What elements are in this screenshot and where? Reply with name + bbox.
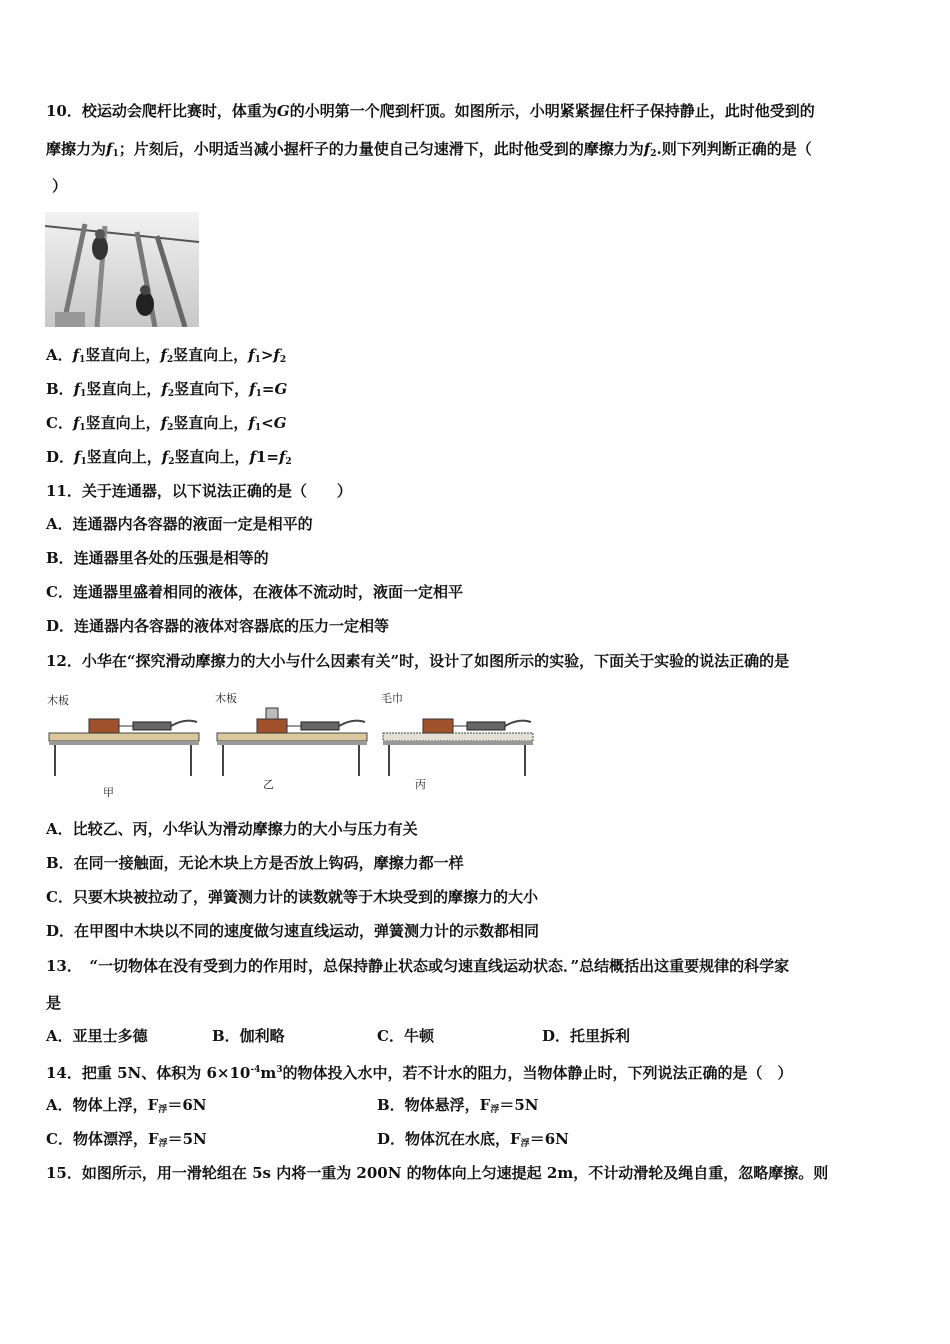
q12-stem: 12．小华在“探究滑动摩擦力的大小与什么因素有关”时，设计了如图所示的实验，下面关于实验的说法正确的是: [46, 652, 790, 670]
q10-stem-line2: 摩擦力为$f_1$；片刻后，小明适当减小握杆子的力量使自己匀速滑下，此时他受到的摩擦力为$f_2$.则下列判断正确的是（: [46, 140, 812, 159]
q13-option-a: A．亚里士多德: [46, 1027, 148, 1045]
q11-option-a: A．连通器内各容器的液面一定是相平的: [46, 515, 313, 533]
q10-option-d: D．$f_1$竖直向上，$f_2$竖直向上，$f1=f_2$: [46, 448, 292, 467]
q14-option-b: B．物体悬浮，$F_浮=5N$: [377, 1096, 539, 1115]
q13-stem-line2: 是: [46, 994, 62, 1012]
q12-option-d: D．在甲图中木块以不同的速度做匀速直线运动，弹簧测力计的示数都相同: [46, 922, 540, 940]
surface-label-wood-2: 木板: [215, 692, 237, 705]
q14-option-a: A．物体上浮，$F_浮=6N$: [46, 1096, 207, 1115]
q13-option-d: D．托里拆利: [542, 1027, 631, 1045]
q10-option-c: C．$f_1$竖直向上，$f_2$竖直向上，$f_1<G$: [46, 414, 287, 433]
setup-bing-diagram: [379, 698, 539, 778]
caption-yi: 乙: [263, 778, 274, 791]
q12-option-a: A．比较乙、丙，小华认为滑动摩擦力的大小与压力有关: [46, 820, 418, 838]
friction-experiment-figure: [45, 690, 535, 802]
pole-climbing-photo: [45, 212, 199, 327]
q10-option-b: B．$f_1$竖直向上，$f_2$竖直向下，$f_1=G$: [46, 380, 288, 399]
setup-yi-diagram: [213, 698, 373, 778]
q15-stem: 15．如图所示，用一滑轮组在 5s 内将一重为 200N 的物体向上匀速提起 2m，不计动滑轮及绳自重，忽略摩擦。则: [46, 1164, 829, 1182]
surface-label-wood-1: 木板: [47, 694, 69, 707]
surface-label-towel: 毛巾: [381, 692, 403, 705]
q14-stem: 14．把重 5N、体积为 $6\times 10^{-4}m^3$的物体投入水中，若不计水的阻力，当物体静止时，下列说法正确的是（ ）: [46, 1064, 793, 1082]
q10-stem-line3: ）: [52, 177, 68, 195]
q14-option-d: D．物体沉在水底，$F_浮=6N$: [377, 1130, 569, 1149]
caption-bing: 丙: [415, 778, 426, 791]
q14-option-c: C．物体漂浮，$F_浮=5N$: [46, 1130, 207, 1149]
setup-jia-diagram: [45, 698, 205, 778]
q11-stem: 11．关于连通器，以下说法正确的是（ ）: [46, 482, 352, 500]
q10-option-a: A．$f_1$竖直向上，$f_2$竖直向上，$f_1>f_2$: [46, 346, 287, 365]
q12-option-b: B．在同一接触面，无论木块上方是否放上钩码，摩擦力都一样: [46, 854, 464, 872]
q11-option-d: D．连通器内各容器的液体对容器底的压力一定相等: [46, 617, 390, 635]
q13-option-b: B．伽利略: [212, 1027, 285, 1045]
q13-option-c: C．牛顿: [377, 1027, 434, 1045]
q13-stem: 13． “一切物体在没有受到力的作用时，总保持静止状态或匀速直线运动状态．”总结概括出这重要规律的科学家: [46, 957, 790, 975]
q12-option-c: C．只要木块被拉动了，弹簧测力计的读数就等于木块受到的摩擦力的大小: [46, 888, 538, 906]
q10-stem-line1: 10．校运动会爬杆比赛时，体重为G的小明第一个爬到杆顶。如图所示，小明紧紧握住杆子保持静止，此时他受到的: [46, 102, 815, 120]
q11-option-c: C．连通器里盛着相同的液体，在液体不流动时，液面一定相平: [46, 583, 463, 601]
q11-option-b: B．连通器里各处的压强是相等的: [46, 549, 269, 567]
caption-jia: 甲: [103, 786, 114, 799]
